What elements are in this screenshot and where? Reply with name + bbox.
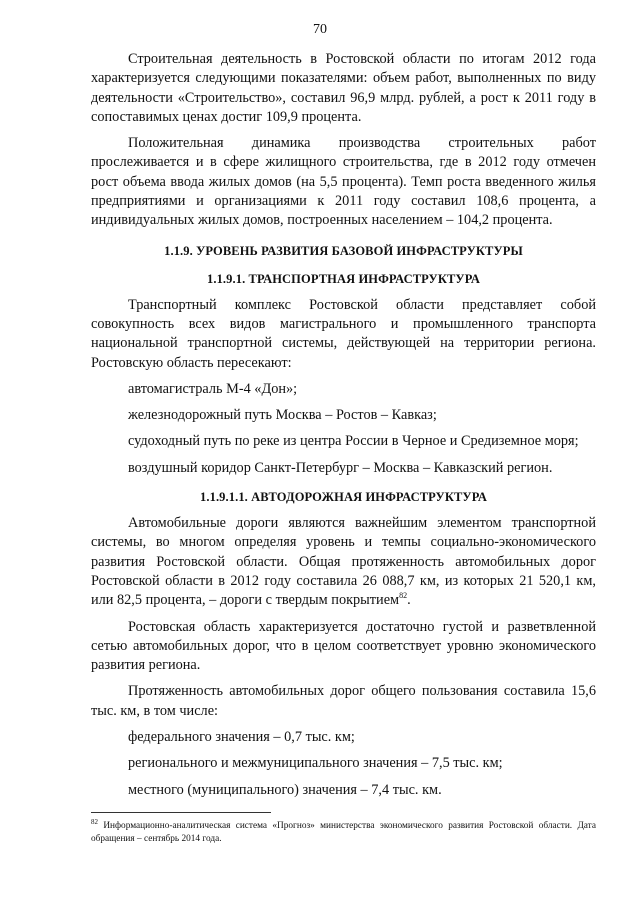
heading-base-infrastructure: 1.1.9. УРОВЕНЬ РАЗВИТИЯ БАЗОВОЙ ИНФРАСТРУКТУРЫ: [164, 243, 523, 258]
list-item: воздушный коридор Санкт-Петербург – Москва – Кавказский регион.: [128, 459, 553, 476]
paragraph-highways-text: Автомобильные дороги являются важнейшим элементом транспортной системы, во многом определяя уровень и темпы социально-экономического развития Ростовской области. Общая протяженность автомобильных дорог Ростовской области в 2012 году составила 26 088,7 км, из которых 21 520,1 км, или 82,5 процента, – дороги с твердым покрытием: [91, 515, 596, 609]
footnote-marker: 82: [91, 817, 98, 826]
list-item: федерального значения – 0,7 тыс. км;: [128, 729, 355, 746]
transport-routes-list: [91, 380, 596, 478]
paragraph-construction-activity: Строительная деятельность в Ростовской области по итогам 2012 года характеризуется следующими показателями: объем работ, выполненных по виду деятельности «Строительство», составил 96,9 млрд. рублей, а рост к 2011 году в сопоставимых ценах достиг 109,9 процента.: [91, 51, 596, 125]
list-item: регионального и межмуниципального значения – 7,5 тыс. км;: [128, 755, 503, 772]
list-item: автомагистраль М-4 «Дон»;: [128, 380, 298, 397]
footnote: [91, 817, 596, 846]
list-item: местного (муниципального) значения – 7,4 тыс. км.: [128, 781, 442, 798]
paragraph-highways: Автомобильные дороги являются важнейшим элементом транспортной системы, во многом определяя уровень и темпы социально-экономического развития Ростовской области. Общая протяженность автомобильных дорог Ростовской области в 2012 году составила 26 088,7 км, из которых 21 520,1 км, или 82,5 процента, – дороги с твердым покрытием$^{82}$.: [91, 515, 596, 609]
footnote-reference[interactable]: 82: [399, 591, 408, 601]
page-number: 70: [313, 22, 327, 37]
paragraph-transport-complex: Транспортный комплекс Ростовской области представляет собой совокупность всех видов магистрального и промышленного транспорта национальной транспортной системы, действующей на территории региона. Ростовскую область пересекают:: [91, 296, 596, 371]
paragraph-housing-dynamics: Положительная динамика производства строительных работ прослеживается и в сфере жилищного строительства, где в 2012 году отмечен рост объема ввода жилых домов (на 5,5 процента). Темп роста введенного жилья предприятиями и организациями к 2011 году составил 108,6 процента, а индивидуальных жилых домов, построенных населением – 104,2 процента.: [91, 135, 596, 229]
paragraph-road-network: Ростовская область характеризуется достаточно густой и разветвленной сетью автомобильных дорог, что в целом соответствует уровню экономического развития региона.: [91, 618, 596, 674]
road-categories-list: [91, 728, 596, 800]
list-item: судоходный путь по реке из центра России в Черное и Средиземное моря;: [128, 433, 579, 450]
paragraph-road-length: Протяженность автомобильных дорог общего пользования составила 15,6 тыс. км, в том числе:: [91, 683, 596, 719]
footnote-divider: [91, 812, 271, 813]
list-item: железнодорожный путь Москва – Ростов – Кавказ;: [128, 407, 437, 424]
heading-transport-infrastructure: 1.1.9.1. ТРАНСПОРТНАЯ ИНФРАСТРУКТУРА: [207, 271, 480, 286]
heading-road-infrastructure: 1.1.9.1.1. АВТОДОРОЖНАЯ ИНФРАСТРУКТУРА: [200, 490, 487, 505]
footnote-text: Информационно-аналитическая система «Прогноз» министерства экономического развития Ростовской области. Дата обращения – сентябрь 2014 года.: [91, 821, 596, 844]
page-content: [91, 50, 596, 800]
